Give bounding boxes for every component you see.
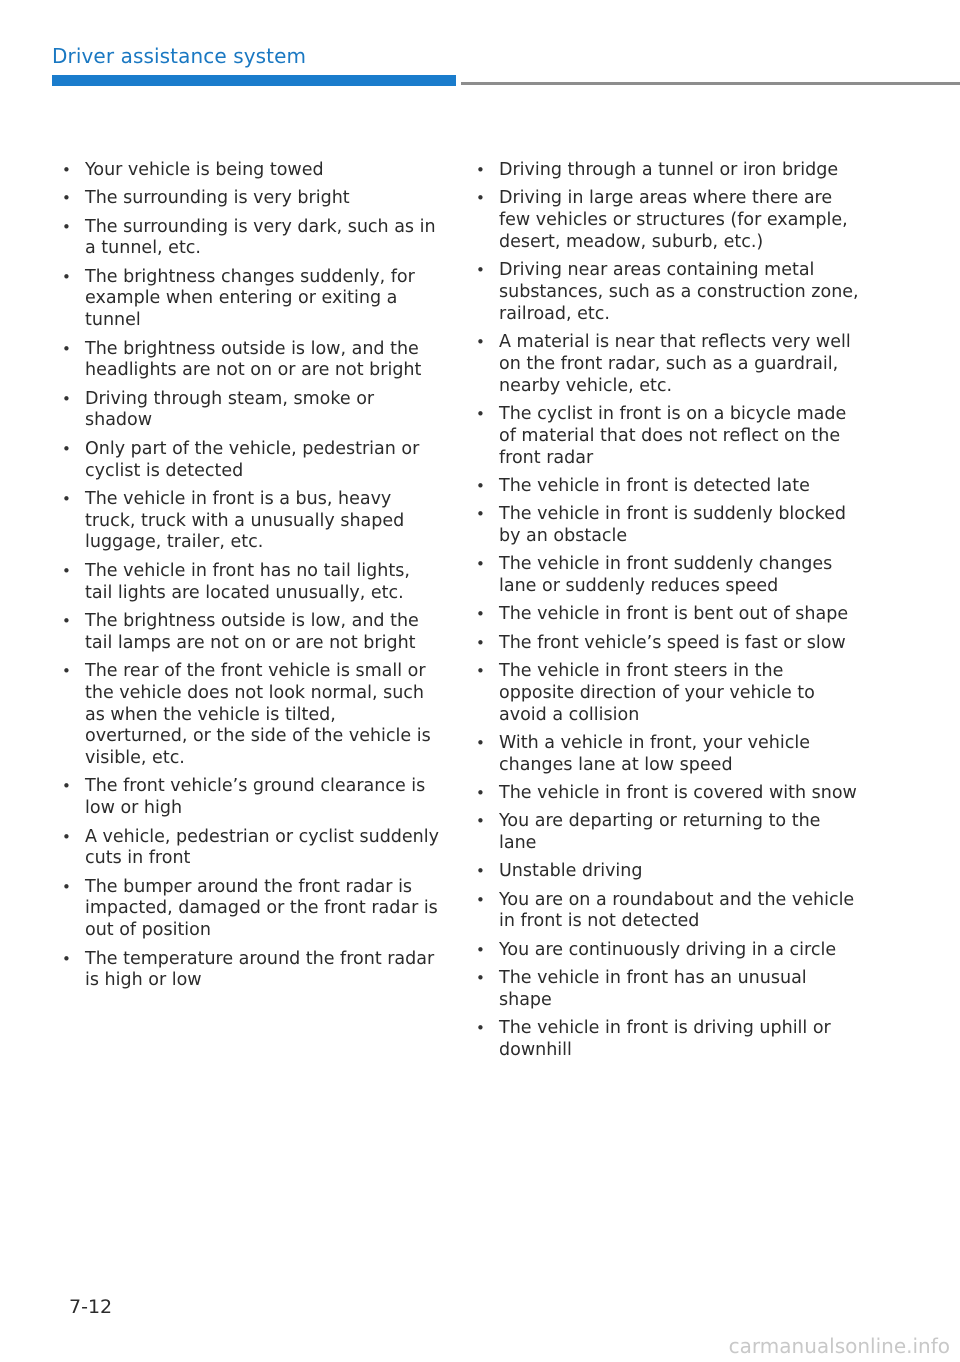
list-item: • The surrounding is very dark, such as in a tunnel, etc. — [62, 217, 440, 261]
list-item: • The vehicle in front is driving uphill or downhill — [476, 1018, 860, 1062]
list-item: • Driving in large areas where there are few vehicles or structures (for example, desert, meadow, suburb, etc.) — [476, 188, 860, 253]
list-item: • The vehicle in front is suddenly blocked by an obstacle — [476, 504, 860, 548]
list-item: • The brightness outside is low, and the headlights are not on or are not bright — [62, 339, 440, 383]
list-item: • The brightness outside is low, and the tail lamps are not on or are not bright — [62, 611, 440, 655]
list-item: • The front vehicle’s ground clearance is low or high — [62, 776, 440, 820]
header-rule-accent — [52, 75, 456, 86]
list-item: • The temperature around the front radar is high or low — [62, 949, 440, 993]
list-item: • The vehicle in front is a bus, heavy truck, truck with a unusually shaped luggage, trailer, etc. — [62, 489, 440, 554]
list-item: • The vehicle in front is detected late — [476, 476, 860, 498]
list-item: • A vehicle, pedestrian or cyclist suddenly cuts in front — [62, 827, 440, 871]
list-item: • The vehicle in front has no tail lights, tail lights are located unusually, etc. — [62, 561, 440, 605]
watermark: carmanualsonline.info — [728, 1334, 950, 1358]
list-item: • The bumper around the front radar is impacted, damaged or the front radar is out of position — [62, 877, 440, 942]
list-item: • The surrounding is very bright — [62, 188, 440, 210]
list-item: • The cyclist in front is on a bicycle made of material that does not reflect on the front radar — [476, 404, 860, 469]
header-rule-line — [461, 82, 960, 85]
list-item: • Unstable driving — [476, 861, 860, 883]
list-item: • The rear of the front vehicle is small or the vehicle does not look normal, such as when the vehicle is tilted, overturned, or the side of the vehicle is visible, etc. — [62, 661, 440, 770]
list-item: • The vehicle in front has an unusual shape — [476, 968, 860, 1012]
list-item: • You are on a roundabout and the vehicle in front is not detected — [476, 890, 860, 934]
list-item: • The brightness changes suddenly, for example when entering or exiting a tunnel — [62, 267, 440, 332]
right-bullet-list — [476, 160, 860, 1068]
section-title: Driver assistance system — [52, 44, 307, 68]
list-item: • The vehicle in front suddenly changes lane or suddenly reduces speed — [476, 554, 860, 598]
page-number: 7-12 — [69, 1296, 113, 1318]
list-item: • The vehicle in front steers in the opposite direction of your vehicle to avoid a collision — [476, 661, 860, 726]
list-item: • With a vehicle in front, your vehicle changes lane at low speed — [476, 733, 860, 777]
list-item: • Driving through a tunnel or iron bridge — [476, 160, 860, 182]
list-item: • The front vehicle’s speed is fast or slow — [476, 633, 860, 655]
list-item: • You are continuously driving in a circle — [476, 940, 860, 962]
list-item: • Driving through steam, smoke or shadow — [62, 389, 440, 433]
list-item: • Only part of the vehicle, pedestrian or cyclist is detected — [62, 439, 440, 483]
list-item: • You are departing or returning to the lane — [476, 811, 860, 855]
list-item: • Your vehicle is being towed — [62, 160, 440, 182]
list-item: • The vehicle in front is bent out of shape — [476, 604, 860, 626]
list-item: • A material is near that reflects very well on the front radar, such as a guardrail, nearby vehicle, etc. — [476, 332, 860, 397]
list-item: • The vehicle in front is covered with snow — [476, 783, 860, 805]
left-bullet-list — [62, 160, 440, 999]
list-item: • Driving near areas containing metal substances, such as a construction zone, railroad, etc. — [476, 260, 860, 325]
